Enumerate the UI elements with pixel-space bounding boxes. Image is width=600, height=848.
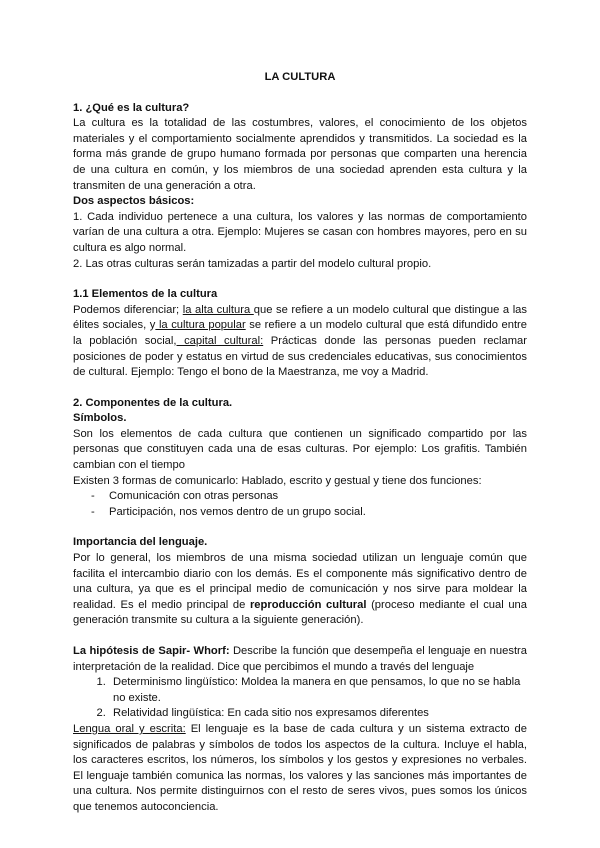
list-item: - Participación, nos vemos dentro de un grupo social. bbox=[91, 505, 527, 521]
communication-intro: Existen 3 formas de comunicarlo: Hablado, escrito y gestual y tiene dos funciones: bbox=[73, 474, 482, 487]
basic-aspects-heading: Dos aspectos básicos: bbox=[73, 195, 195, 208]
reproduccion-cultural-term: reproducción cultural bbox=[249, 598, 367, 611]
list-item: 1. Determinismo lingüístico: Moldea la manera en que pensamos, lo que no se habla no existe. bbox=[109, 675, 527, 706]
alta-cultura-term: la alta cultura bbox=[182, 303, 254, 316]
basic-aspect-1: 1. Cada individuo pertenece a una cultura, los valores y las normas de comportamiento varían de una cultura a otra. Ejemplo: Mujeres se casan con hombres mayores, pero en su cultura es algo normal. bbox=[73, 210, 527, 254]
document-page bbox=[73, 70, 527, 816]
section-1-1-heading: 1.1 Elementos de la cultura bbox=[73, 288, 218, 301]
symbols-heading: Símbolos. bbox=[73, 412, 127, 425]
sapir-whorf-label: La hipótesis de Sapir- Whorf: bbox=[73, 645, 230, 657]
sapir-whorf-list bbox=[73, 675, 527, 722]
capital-cultural-term: capital cultural: bbox=[176, 334, 264, 347]
list-item: 2. Relatividad lingüística: En cada sitio nos expresamos diferentes bbox=[109, 706, 527, 722]
oral-written-paragraph: Lengua oral y escrita: El lenguaje es la base de cada cultura y un sistema extracto de significados de palabras y símbolos de todos los aspectos de la cultura. Incluye el habla, los caracteres escritos, los números, los símbolos y los gestos y expresiones no verbales. El lenguaje también comunica las normas, los valores y las sanciones más importantes de una cultura. Nos permite distinguirnos con el resto de seres vivos, pues somos los únicos que tenemos autoconciencia. bbox=[73, 722, 528, 813]
sapir-whorf-paragraph: La hipótesis de Sapir- Whorf: Describe la función que desempeña el lenguaje en nuestra interpretación de la realidad. Dice que percibimos el mundo a través del lenguaje bbox=[73, 645, 527, 673]
section-1-heading: 1. ¿Qué es la cultura? bbox=[73, 101, 190, 114]
section-1-1-paragraph: Podemos diferenciar; la alta cultura que se refiere a un modelo cultural que distingue a las élites sociales, y la cultura popular se refiere a un modelo cultural que está difundido entre la población social, capital cultural: Prácticas donde las personas pueden reclamar posiciones de poder y estatus en virtud de sus credenciales educativas, sus conocimientos de cultural. Ejemplo: Tengo el bono de la Maestranza, me voy a Madrid. bbox=[73, 303, 528, 379]
section-2-heading: 2. Componentes de la cultura. bbox=[73, 396, 233, 409]
document-title: LA CULTURA bbox=[264, 71, 336, 83]
oral-written-label: Lengua oral y escrita: bbox=[73, 722, 186, 735]
language-heading: Importancia del lenguaje. bbox=[73, 536, 208, 549]
section-1-paragraph: La cultura es la totalidad de las costumbres, valores, el conocimiento de los objetos materiales y el comportamiento socialmente aprendidos y transmitidos. La sociedad es la forma más grande de grupo humano formada por personas que comparten una herencia de una cultura en común, y los miembros de una sociedad aprenden esta cultura y la transmiten de una generación a otra. bbox=[73, 117, 527, 192]
cultura-popular-term: la cultura popular bbox=[155, 319, 246, 332]
list-item: - Comunicación con otras personas bbox=[91, 489, 527, 505]
functions-list bbox=[73, 489, 527, 520]
symbols-paragraph: Son los elementos de cada cultura que contienen un significado compartido por las personas que constituyen cada una de esas culturas. Por ejemplo: Los grafitis. También cambian con el tiempo bbox=[73, 427, 527, 472]
language-paragraph: Por lo general, los miembros de una misma sociedad utilizan un lenguaje común que facilita el intercambio diario con los demás. Es el componente más significativo dentro de una cultura, ya que es el principal medio de comunicación y nos sirve para moldear la realidad. Es el medio principal de reproducción cultural (proceso mediante el cual una generación transmite su cultura a la siguiente generación). bbox=[73, 552, 527, 627]
basic-aspect-2: 2. Las otras culturas serán tamizadas a partir del modelo cultural propio. bbox=[73, 257, 432, 270]
